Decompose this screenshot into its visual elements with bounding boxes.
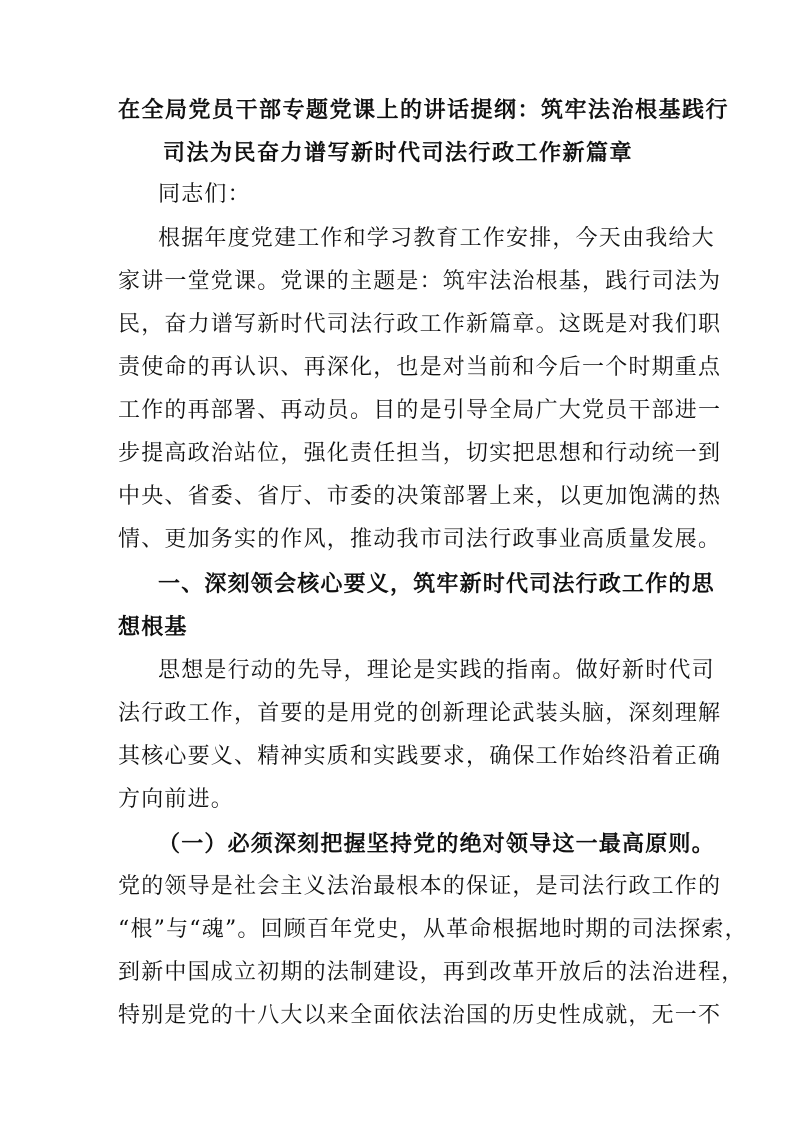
paragraph-1-line: 民，奋力谱写新时代司法行政工作新篇章。这既是对我们职 [118, 312, 722, 337]
paragraph-2-line: 其核心要义、精神实质和实践要求，确保工作始终沿着正确 [118, 744, 722, 769]
paragraph-2-line: 方向前进。 [118, 787, 235, 812]
paragraph-3-line: 到新中国成立初期的法制建设，再到改革开放后的法治进程， [118, 960, 745, 985]
paragraph-1-line: 步提高政治站位，强化责任担当，切实把思想和行动统一到 [118, 441, 722, 466]
paragraph-1-line: 工作的再部署、再动员。目的是引导全局广大党员干部进一 [118, 398, 722, 423]
greeting: 同志们： [158, 182, 251, 207]
section-heading-1-cont: 想根基 [118, 614, 188, 640]
paragraph-3-line: 党的领导是社会主义法治最根本的保证，是司法行政工作的 [118, 874, 722, 899]
paragraph-2-line: 法行政工作，首要的是用党的创新理论武装头脑，深刻理解 [118, 701, 722, 726]
paragraph-2-line: 思想是行动的先导，理论是实践的指南。做好新时代司 [158, 658, 715, 683]
subheading-1: （一）必须深刻把握坚持党的绝对领导这一最高原则。 [158, 831, 715, 857]
document-title-line-1: 在全局党员干部专题党课上的讲话提纲：筑牢法治根基践行 [118, 97, 730, 123]
paragraph-1-line: 责使命的再认识、再深化，也是对当前和今后一个时期重点 [118, 355, 722, 380]
paragraph-3-line: “根”与“魂”。回顾百年党史，从革命根据地时期的司法探索， [118, 917, 748, 942]
paragraph-3-line: 特别是党的十八大以来全面依法治国的历史性成就，无一不 [118, 1003, 722, 1028]
paragraph-1-line: 中央、省委、省厅、市委的决策部署上来，以更加饱满的热 [118, 484, 722, 509]
paragraph-1-line: 情、更加务实的作风，推动我市司法行政事业高质量发展。 [118, 527, 722, 552]
paragraph-1-line: 根据年度党建工作和学习教育工作安排，今天由我给大 [158, 226, 715, 251]
document-title-line-2: 司法为民奋力谱写新时代司法行政工作新篇章 [162, 140, 633, 166]
section-heading-1: 一、深刻领会核心要义，筑牢新时代司法行政工作的思 [158, 571, 715, 597]
paragraph-1-line: 家讲一堂党课。党课的主题是：筑牢法治根基，践行司法为 [118, 269, 722, 294]
